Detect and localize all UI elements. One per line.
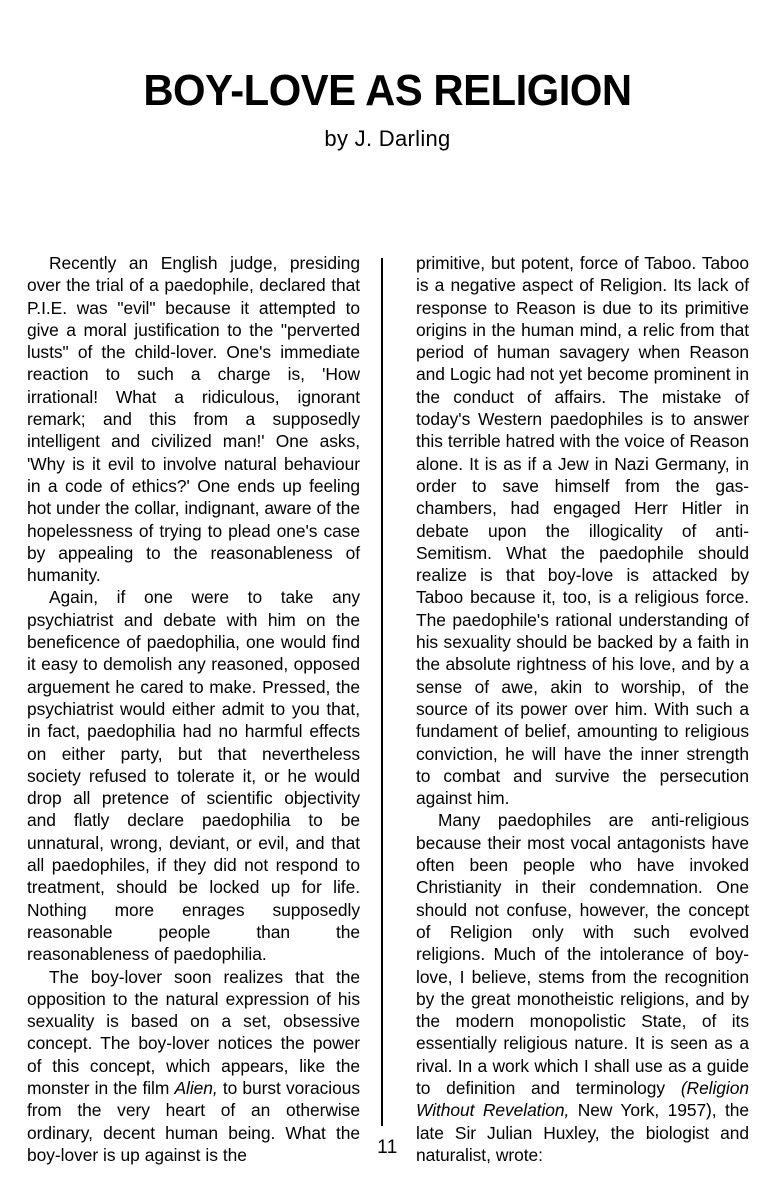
paragraph-text: The boy-lover soon realizes that the opposition to the natural expression of his sexuality is based on a set, obsessive concept. The boy-lover notices the power of this concept, which appears, like the monster in the film: [27, 966, 360, 1098]
paragraph: [416, 809, 749, 1166]
paragraph: Again, if one were to take any psychiatrist and debate with him on the beneficence of paedophilia, one would find it easy to demolish any reasoned, opposed arguement he cared to make. Pressed, the psychiatrist would either admit to you that, in fact, paedophilia had no harmful effects on either party, but that nevertheless society refused to tolerate it, or he would drop all pretence of scientific objectivity and flatly declare paedophilia to be unnatural, wrong, deviant, or evil, and that all paedophiles, if they did not respond to treatment, should be locked up for life. Nothing more enrages supposedly reasonable people than the reasonableness of paedophilia.: [27, 587, 360, 965]
paragraph: primitive, but potent, force of Taboo. Taboo is a negative aspect of Religion. Its lack of response to Reason is due to its primitive origins in the human mind, a relic from that period of human savagery when Reason and Logic had not yet become prominent in the conduct of affairs. The mistake of today's Western paedophiles is to answer this terrible hatred with the voice of Reason alone. It is as if a Jew in Nazi Germany, in order to save himself from the gas-chambers, had engaged Herr Hitler in debate upon the illogicality of anti-Semitism. What the paedophile should realize is that boy-love is attacked by Taboo because it, too, is a religious force. The paedophile's rational understanding of his sexuality should be backed by a faith in the absolute rightness of his love, and by a sense of awe, akin to worship, of the source of its power over him. With such a fundament of belief, amounting to religious conviction, he will have the inner strength to combat and survive the persecution against him.: [416, 253, 749, 809]
paragraph-text: New York, 1957), the late Sir Julian Huxley, the biologist and naturalist, wrote:: [416, 1100, 750, 1165]
book-title: (Religion Without Revelation,: [416, 1077, 749, 1121]
paragraph-text: to burst voracious from the very heart of an otherwise ordinary, decent human being. What the boy-lover is up against is the: [27, 1077, 360, 1165]
paragraph: [27, 966, 360, 1167]
film-title: Alien,: [174, 1077, 218, 1098]
page-title: BOY-LOVE AS RELIGION: [143, 66, 632, 116]
paragraph: Recently an English judge, presiding over the trial of a paedophile, declared that P.I.E. was "evil" because it attempted to give a moral justification to the "perverted lusts" of the child-lover. One's immediate reaction to such a charge is, 'How irrational! What a ridiculous, ignorant remark; and this from a supposedly intelligent and civilized man!' One asks, 'Why is it evil to involve natural behaviour in a code of ethics?' One ends up feeling hot under the collar, indignant, aware of the hopelessness of trying to plead one's case by appealing to the reasonableness of humanity.: [27, 253, 360, 586]
left-column: [27, 252, 360, 1165]
page-number: 11: [377, 1137, 398, 1158]
article-byline: by J. Darling: [324, 126, 451, 151]
paragraph-text: Many paedophiles are anti-religious because their most vocal antagonists have often been people who have invoked Christianity in their condemnation. One should not confuse, however, the concept of Religion only with such evolved religions. Much of the intolerance of boy-love, I believe, stems from the recognition by the great monotheistic religions, and by the modern monopolistic State, of its essentially religious nature. It is seen as a rival. In a work which I shall use as a guide to definition and terminology: [416, 810, 749, 1098]
right-column: [416, 252, 750, 1165]
